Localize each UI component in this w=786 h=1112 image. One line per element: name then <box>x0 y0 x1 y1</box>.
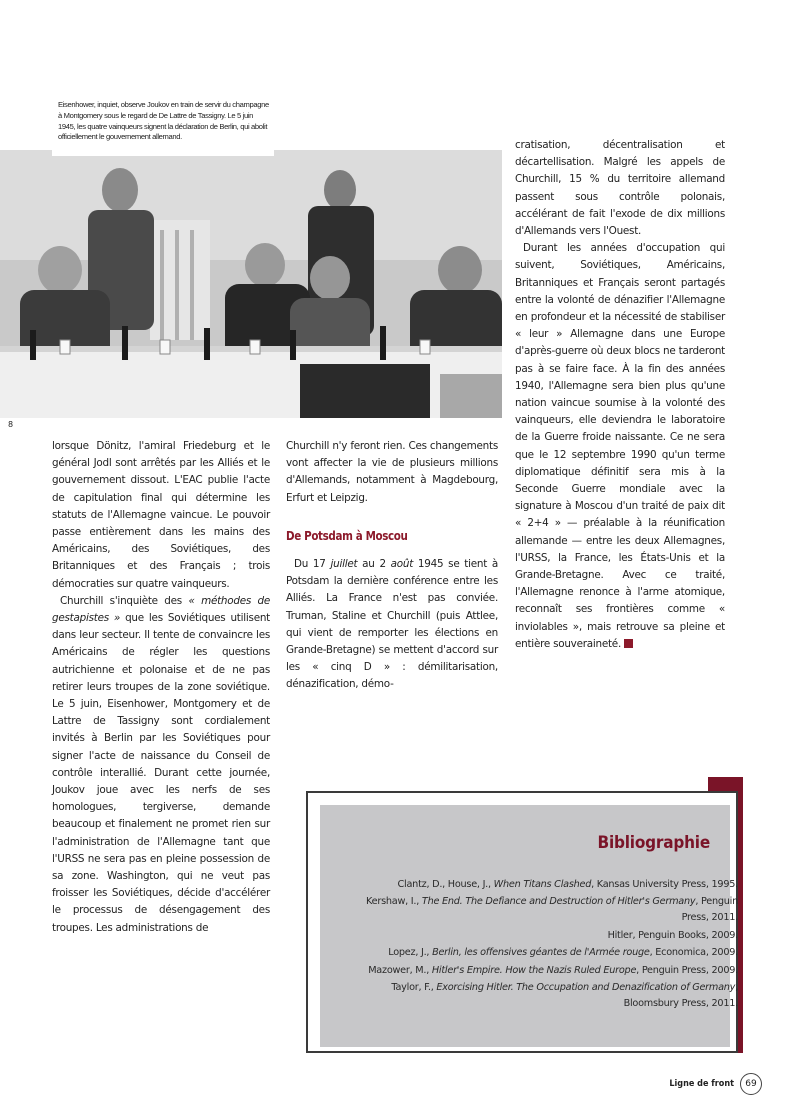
bibliography-entry-publisher: , Penguin Press, 2009. <box>636 964 738 976</box>
column2-p2-month-2: août <box>390 558 414 571</box>
footer-brand: Ligne de front <box>669 1079 734 1089</box>
bibliography-list <box>340 877 738 1013</box>
bibliography-entry-title: When Titans Clashed <box>493 879 592 890</box>
bibliography-entry <box>340 945 738 961</box>
bibliography-entry <box>340 894 738 926</box>
column1-paragraph-2 <box>52 593 270 937</box>
column2-paragraph-1: Churchill n'y feront rien. Ces changements vont affecter la vie de plusieurs millions d'Allemands, notamment à Magdebourg, Erfurt et Leipzig. <box>286 440 498 504</box>
bibliography-entry <box>340 980 738 1012</box>
photo-illustration <box>0 150 502 418</box>
bibliography-panel <box>320 805 738 1047</box>
article-column-3 <box>515 137 725 653</box>
bibliography-entry-publisher: , Kansas University Press, 1995. <box>591 879 738 890</box>
article-column-2 <box>286 438 498 694</box>
section-heading: De Potsdam à Moscou <box>286 527 408 543</box>
bibliography-entry-publisher: , Penguin Press, 2011. <box>681 896 738 924</box>
bibliography-entry <box>340 963 738 979</box>
column1-p2-lead: Churchill s'inquiète des <box>60 594 189 607</box>
photo-number: 8 <box>8 420 14 429</box>
bibliography-entry-title: Hitler's Empire. How the Nazis Ruled Europe <box>431 964 637 976</box>
photo-caption: Eisenhower, inquiet, observe Joukov en train de servir du champagne à Montgomery sous le regard de De Lattre de Tassigny. Le 5 juin 1945, les quatre vainqueurs signent la déclaration de Berlin, qui abolit officiellement le gouvernement allemand. <box>58 100 269 142</box>
bibliography-title: Bibliographie <box>597 833 710 853</box>
bibliography-entry <box>340 877 738 893</box>
column2-p2-month-1: juillet <box>330 558 358 571</box>
column1-p2-quote: « méthodes de gestapistes » <box>52 594 270 625</box>
column2-p2-b: au 2 <box>357 558 391 571</box>
bibliography-entry-title: Exorcising Hitler. The Occupation and Denazification of Germany <box>436 981 736 993</box>
bibliography-entry <box>340 928 738 944</box>
column2-p2-a: Du 17 <box>294 558 331 571</box>
column2-paragraph-2 <box>286 556 498 694</box>
historical-photo <box>0 150 502 418</box>
column1-paragraph-1: lorsque Dönitz, l'amiral Friedeburg et le général Jodl sont arrêtés par les Alliés et le gouvernement dissout. L'EAC publie l'acte de capitulation final qui détermine les statuts de l'Allemagne vaincue. Le pouvoir passe entièrement dans les mains des Américains, des Soviétiques, des Britanniques et des Français ; trois démocraties sur quatre vainqueurs. <box>52 440 270 590</box>
bibliography-entry-title: The End. The Defiance and Destruction of Hitler's Germany <box>421 896 696 908</box>
column3-paragraph-1: cratisation, décentralisation et décartellisation. Malgré les appels de Churchill, 15 % du territoire allemand passent sous contrôle polonais, accélérant de fait l'exode de dix millions d'Allemands vers l'Ouest. <box>515 139 725 238</box>
bibliography-entry-author: Hitler, Penguin Books, 2009. <box>607 929 738 941</box>
page-footer <box>669 1073 762 1095</box>
bibliography-entry-author: Kershaw, I., <box>366 896 422 908</box>
bibliography-entry-publisher: , Bloomsbury Press, 2011. <box>623 981 738 1009</box>
bibliography-box <box>306 777 743 1053</box>
column3-paragraph-2 <box>515 240 725 653</box>
bibliography-entry-author: Mazower, M., <box>368 964 432 976</box>
bibliography-entry-author: Lopez, J., <box>388 947 433 959</box>
bibliography-entry-title: Berlin, les offensives géantes de l'Armée rouge <box>432 947 650 959</box>
page-number: 69 <box>740 1073 762 1095</box>
bibliography-entry-publisher: , Economica, 2009. <box>649 947 738 959</box>
column2-p2-c: 1945 se tient à Potsdam la dernière conférence entre les Alliés. La France n'est pas conviée. Truman, Staline et Churchill (puis Attlee, qui vient de remporter les élections en Grande-Bretagne) se mettent d'accord sur les « cinq D » : démilitarisation, dénazification, démo- <box>286 558 498 691</box>
bibliography-entry-author: Clantz, D., House, J., <box>397 879 494 890</box>
article-end-mark <box>624 639 633 648</box>
column3-p2-text: Durant les années d'occupation qui suivent, Soviétiques, Américains, Britanniques et Français seront partagés entre la volonté de dénazifier l'Allemagne en profondeur et la nécessité de stabiliser « leur » Allemagne dans une Europe d'après-guerre où deux blocs ne tarderont pas à se faire face. À la fin des années 1940, l'Allemagne sera bien plus qu'une nation vaincue soumise à la volonté des vainqueurs, elle deviendra le laboratoire de la Guerre froide naissante. Ce ne sera que le 12 septembre 1990 qu'un terme diplomatique définitif sera mis à la Seconde Guerre mondiale avec la signature à Moscou d'un traité de paix dit « 2+4 » — préalable à la réunification allemande — entre les deux Allemagnes, l'URSS, la France, les États-Unis et la Grande-Bretagne. Avec ce traité, l'Allemagne renonce à l'arme atomique, reconnaît ses frontières comme « inviolables », mais retrouve sa pleine et entière souveraineté. <box>515 242 725 650</box>
bibliography-entry-author: Taylor, F., <box>391 981 437 993</box>
article-column-1 <box>52 438 270 937</box>
column1-p2-rest: que les Soviétiques utilisent dans leur secteur. Il tente de convaincre les Américains de régler les questions autrichienne et polonaise et de ne pas retirer leurs troupes de la zone soviétique. Le 5 juin, Eisenhower, Montgomery et de Lattre de Tassigny sont cordialement invités à Berlin par les Soviétiques pour signer l'acte de naissance du Conseil de contrôle interallié. Durant cette journée, Joukov joue avec les nerfs de ses homologues, tergiverse, demande beaucoup et finalement ne promet rien sur l'administration de l'Allemagne tant que l'URSS ne sera pas en pleine possession de sa zone. Washington, qui ne veut pas froisser les Soviétiques, décide d'accélérer le processus de désengagement des troupes. Les administrations de <box>52 612 271 934</box>
